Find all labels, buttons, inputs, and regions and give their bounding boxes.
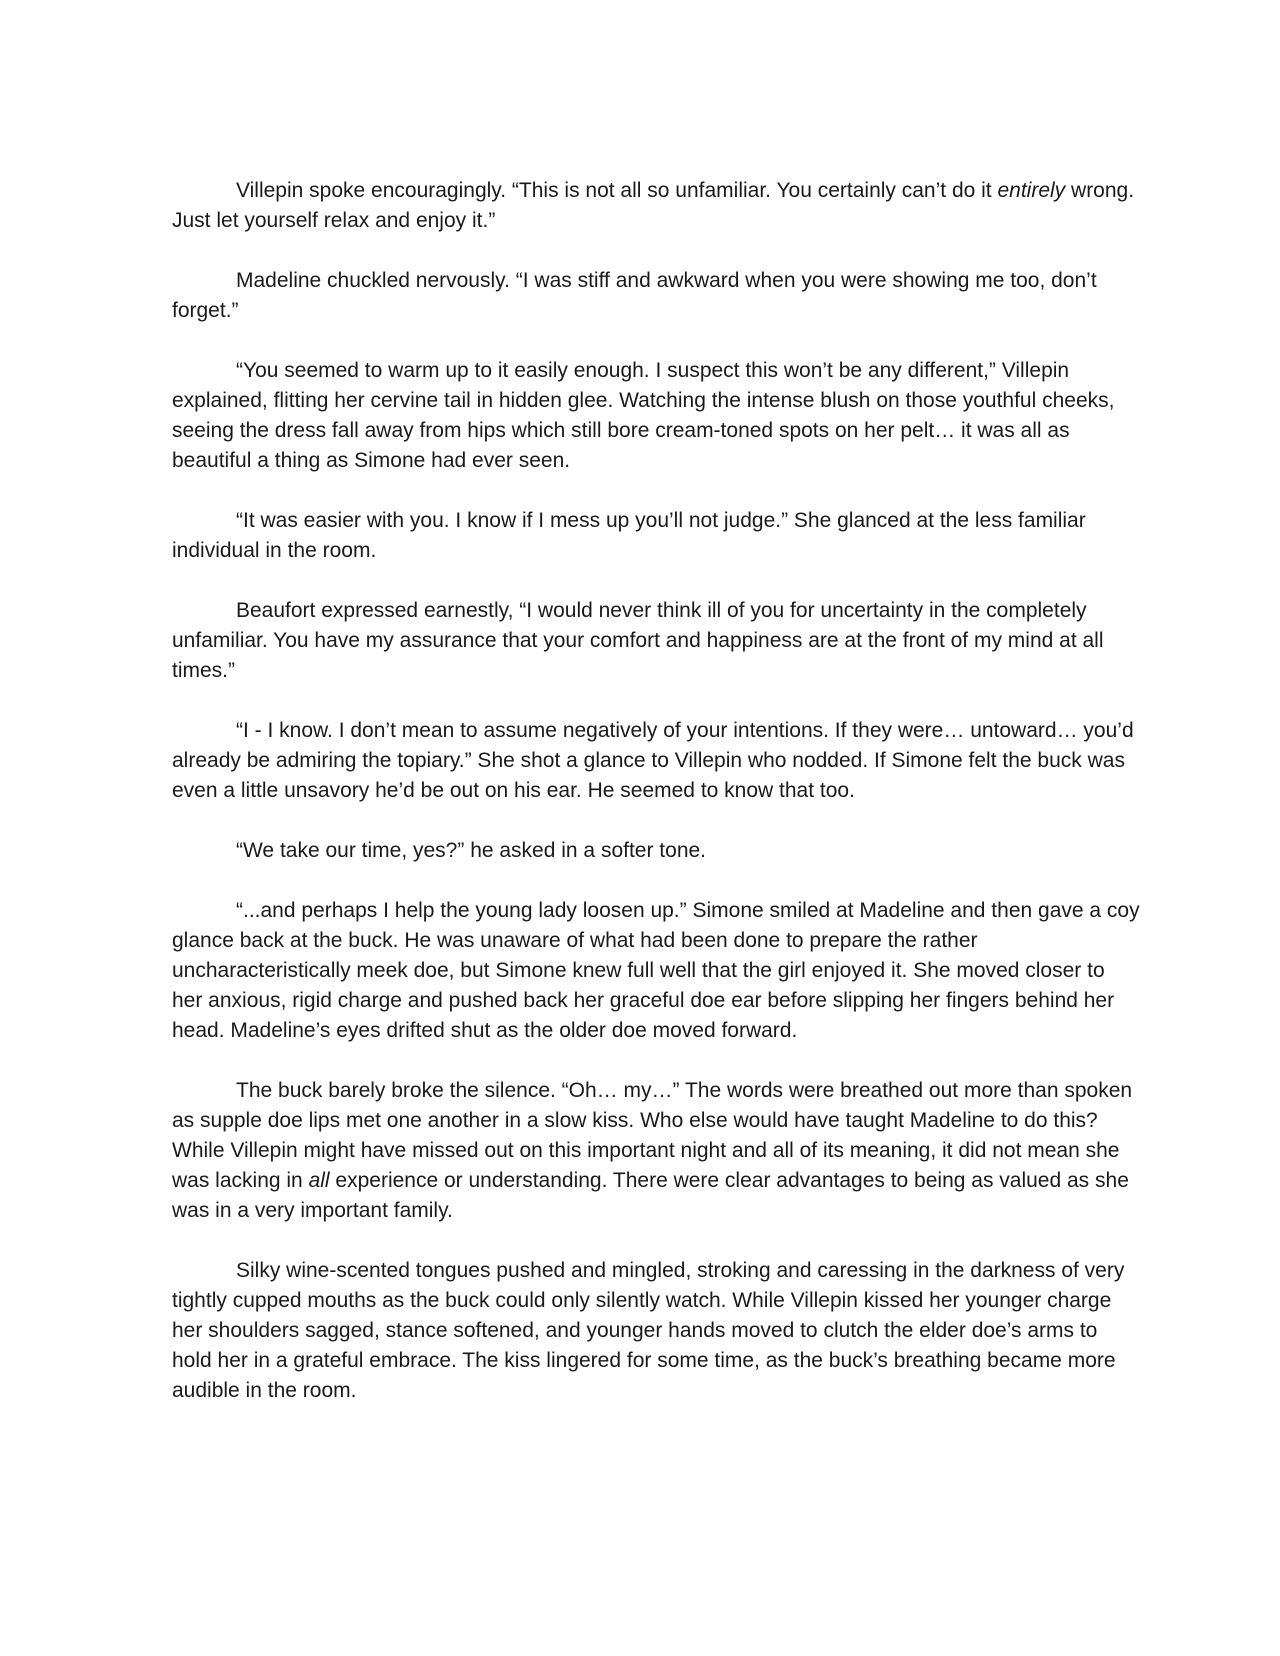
paragraph-text: Beaufort expressed earnestly, “I would never think ill of you for uncertainty in the completely unfamiliar. You have my assurance that your comfort and happiness are at the front of my mind at all times.”	[172, 599, 1104, 682]
paragraph-text: “We take our time, yes?” he asked in a softer tone.	[236, 839, 707, 862]
document-body	[172, 176, 1140, 1406]
paragraph-text: experience or understanding. There were clear advantages to being as valued as she was in a very important family.	[172, 1169, 1129, 1222]
paragraph-text: Silky wine-scented tongues pushed and mingled, stroking and caressing in the darkness of very tightly cupped mouths as the buck could only silently watch. While Villepin kissed her younger charge her shoulders sagged, stance softened, and younger hands moved to clutch the elder doe’s arms to hold her in a grateful embrace. The kiss lingered for some time, as the buck’s breathing became more audible in the room.	[172, 1259, 1125, 1402]
paragraph	[172, 1256, 1140, 1406]
paragraph-text: “I - I know. I don’t mean to assume negatively of your intentions. If they were… untoward… you’d already be admiring the topiary.” She shot a glance to Villepin who nodded. If Simone felt the buck was even a little unsavory he’d be out on his ear. He seemed to know that too.	[172, 719, 1134, 802]
paragraph	[172, 716, 1140, 806]
paragraph	[172, 836, 1140, 866]
paragraph-text: wrong. Just let yourself relax and enjoy it.”	[172, 179, 1135, 232]
paragraph-text: “It was easier with you. I know if I mess up you’ll not judge.” She glanced at the less familiar individual in the room.	[172, 509, 1086, 562]
paragraph-text: Madeline chuckled nervously. “I was stiff and awkward when you were showing me too, don’t forget.”	[172, 269, 1097, 322]
paragraph-text: “...and perhaps I help the young lady loosen up.” Simone smiled at Madeline and then gave a coy glance back at the buck. He was unaware of what had been done to prepare the rather uncharacteristically meek doe, but Simone knew full well that the girl enjoyed it. She moved closer to her anxious, rigid charge and pushed back her graceful doe ear before slipping her fingers behind her head. Madeline’s eyes drifted shut as the older doe moved forward.	[172, 899, 1140, 1042]
paragraph	[172, 356, 1140, 476]
italic-text: all	[308, 1169, 330, 1192]
paragraph-text: The buck barely broke the silence. “Oh… my…” The words were breathed out more than spoken as supple doe lips met one another in a slow kiss. Who else would have taught Madeline to do this? While Villepin might have missed out on this important night and all of its meaning, it did not mean she was lacking in	[172, 1079, 1133, 1192]
paragraph-text: Villepin spoke encouragingly. “This is not all so unfamiliar. You certainly can’t do it	[236, 179, 998, 202]
paragraph	[172, 506, 1140, 566]
paragraph	[172, 266, 1140, 326]
paragraph	[172, 1076, 1140, 1226]
paragraph	[172, 176, 1140, 236]
paragraph-text: “You seemed to warm up to it easily enough. I suspect this won’t be any different,” Villepin explained, flitting her cervine tail in hidden glee. Watching the intense blush on those youthful cheeks, seeing the dress fall away from hips which still bore cream-toned spots on her pelt… it was all as beautiful a thing as Simone had ever seen.	[172, 359, 1115, 472]
italic-text: entirely	[997, 179, 1066, 202]
paragraph	[172, 896, 1140, 1046]
paragraph	[172, 596, 1140, 686]
